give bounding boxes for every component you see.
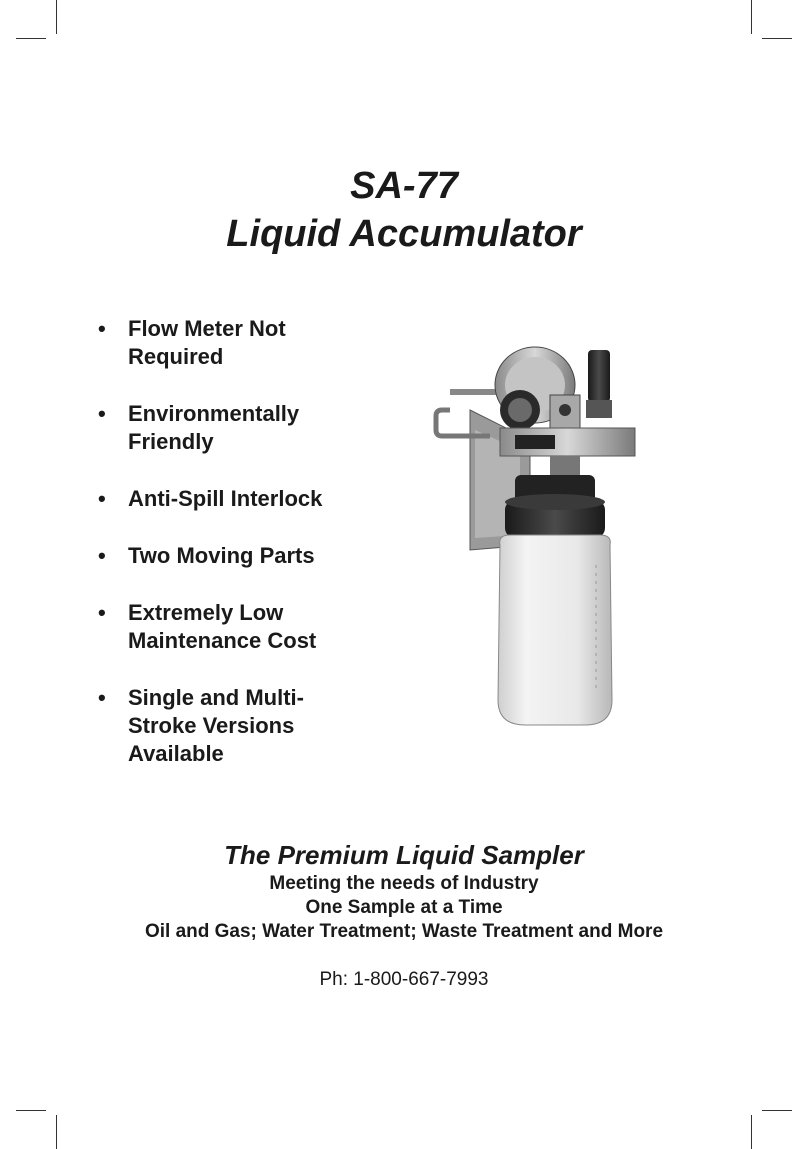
feature-text-line: Friendly bbox=[128, 429, 214, 454]
feature-list bbox=[98, 315, 398, 797]
tagline-line: Oil and Gas; Water Treatment; Waste Treatment and More bbox=[144, 921, 664, 942]
bullet-icon: • bbox=[98, 685, 106, 710]
feature-item bbox=[98, 485, 398, 513]
product-name-title: Liquid Accumulator bbox=[226, 213, 582, 255]
product-model-title: SA-77 bbox=[350, 165, 458, 207]
feature-text-line: Maintenance Cost bbox=[128, 628, 317, 653]
crop-mark-top-right-vertical bbox=[751, 0, 752, 34]
crop-mark-bottom-right-horizontal bbox=[762, 1110, 792, 1111]
feature-text-line: Extremely Low bbox=[128, 600, 284, 625]
feature-text-line: Stroke Versions bbox=[128, 713, 295, 738]
product-photo bbox=[420, 340, 660, 740]
bullet-icon: • bbox=[98, 401, 106, 426]
crop-mark-top-left-vertical bbox=[56, 0, 57, 34]
feature-item bbox=[98, 599, 398, 655]
crop-mark-top-left-horizontal bbox=[16, 38, 46, 39]
bullet-icon: • bbox=[98, 316, 106, 341]
feature-text-line: Single and Multi- bbox=[128, 685, 304, 710]
crop-mark-top-right-horizontal bbox=[762, 38, 792, 39]
feature-text-line: Two Moving Parts bbox=[128, 543, 315, 568]
bullet-icon: • bbox=[98, 486, 106, 511]
tagline-heading: The Premium Liquid Sampler bbox=[224, 840, 584, 870]
feature-item bbox=[98, 542, 398, 570]
crop-mark-bottom-left-vertical bbox=[56, 1115, 57, 1149]
feature-text-line: Anti-Spill Interlock bbox=[128, 486, 323, 511]
bullet-icon: • bbox=[98, 600, 106, 625]
crop-mark-bottom-left-horizontal bbox=[16, 1110, 46, 1111]
bullet-icon: • bbox=[98, 543, 106, 568]
phone-number: Ph: 1-800-667-7993 bbox=[319, 969, 489, 990]
tagline-line: Meeting the needs of Industry bbox=[269, 873, 539, 894]
feature-text-line: Available bbox=[128, 741, 224, 766]
feature-text-line: Environmentally bbox=[128, 401, 300, 426]
feature-item bbox=[98, 400, 398, 456]
sample-bottle bbox=[498, 535, 612, 725]
tagline-line: One Sample at a Time bbox=[305, 897, 503, 918]
feature-item bbox=[98, 684, 398, 768]
feature-item bbox=[98, 315, 398, 371]
actuator-cylinder bbox=[588, 350, 610, 402]
feature-text-line: Required bbox=[128, 344, 224, 369]
feature-text-line: Flow Meter Not bbox=[128, 316, 286, 341]
crop-mark-bottom-right-vertical bbox=[751, 1115, 752, 1149]
